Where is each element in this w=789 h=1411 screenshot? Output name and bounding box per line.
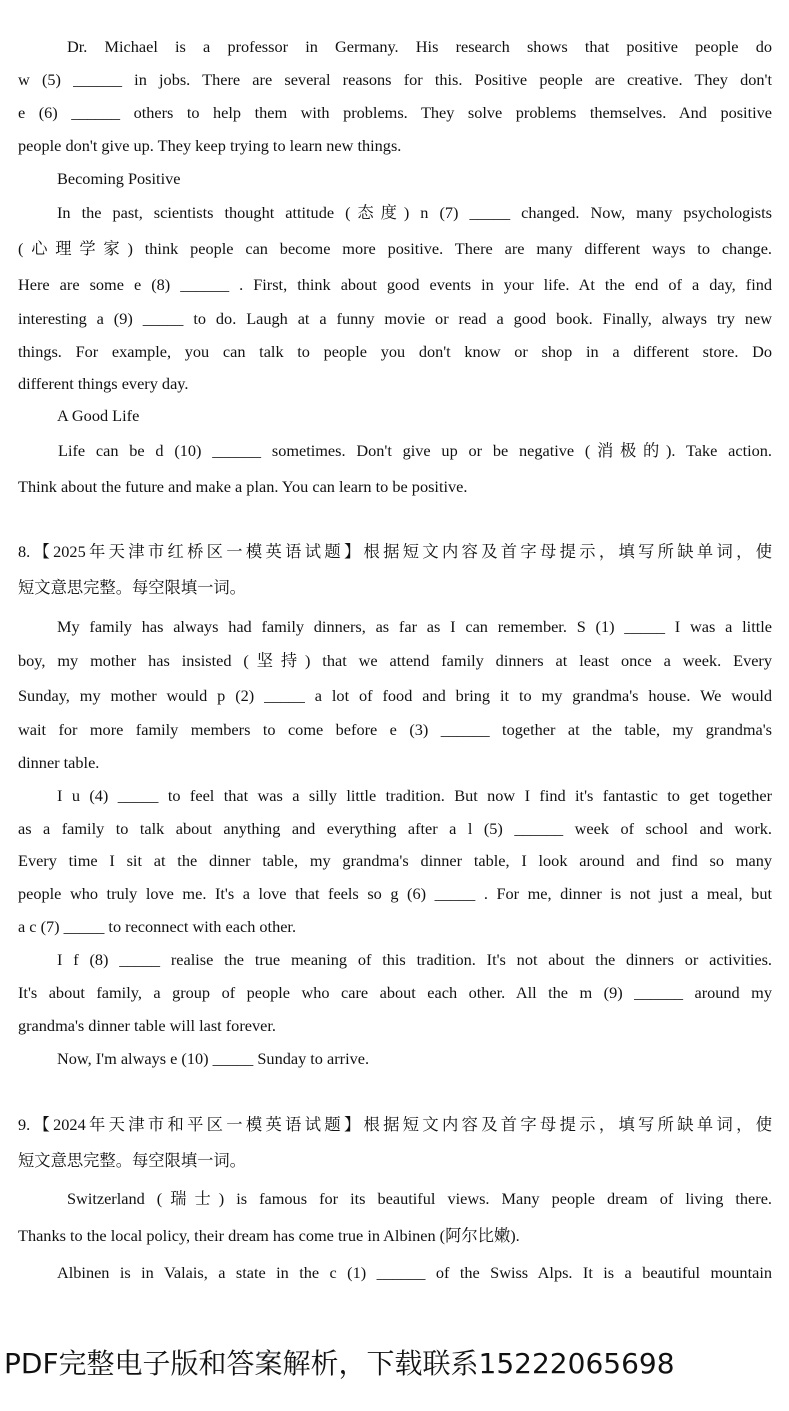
text-line: Every time I sit at the dinner table, my grandma's dinner table, I look around and find so many	[18, 851, 772, 870]
text-line: Albinen is in Valais, a state in the c (1) ______ of the Swiss Alps. It is a beautiful mountain	[57, 1263, 772, 1282]
text-line: w (5) ______ in jobs. There are several reasons for this. Positive people are creative. They don't	[18, 70, 772, 89]
text-line: things. For example, you can talk to people you don't know or shop in a different store. Do	[18, 342, 772, 361]
text-line: boy, my mother has insisted (坚持) that we attend family dinners at least once a week. Every	[18, 651, 772, 670]
text-line: (心理学家) think people can become more positive. There are many different ways to change.	[18, 239, 772, 258]
text-line: people don't give up. They keep trying to learn new things.	[18, 136, 402, 155]
text-line: dinner table.	[18, 753, 100, 772]
section-subheading: Becoming Positive	[57, 169, 181, 188]
footer-contact-banner: PDF完整电子版和答案解析，下载联系15222065698	[4, 1347, 675, 1380]
text-line: Life can be d (10) ______ sometimes. Don't give up or be negative (消极的). Take action.	[58, 441, 772, 460]
text-line: In the past, scientists thought attitude (态度) n (7) _____ changed. Now, many psychologists	[57, 203, 772, 222]
text-line: different things every day.	[18, 374, 189, 393]
question-heading: 短文意思完整。每空限填一词。	[18, 1151, 246, 1170]
text-line: I u (4) _____ to feel that was a silly little tradition. But now I find it's fantastic to get together	[57, 786, 772, 805]
question-heading: 9.【2024年天津市和平区一模英语试题】根据短文内容及首字母提示，填写所缺单词，使	[18, 1115, 772, 1134]
text-line: I f (8) _____ realise the true meaning of this tradition. It's not about the dinners or activities.	[57, 950, 772, 969]
text-line: e (6) ______ others to help them with problems. They solve problems themselves. And positive	[18, 103, 772, 122]
text-line: Think about the future and make a plan. You can learn to be positive.	[18, 477, 468, 496]
text-line: Sunday, my mother would p (2) _____ a lot of food and bring it to my grandma's house. We would	[18, 686, 772, 705]
text-line: Thanks to the local policy, their dream has come true in Albinen (阿尔比嫩).	[18, 1226, 520, 1245]
text-line: a c (7) _____ to reconnect with each other.	[18, 917, 297, 936]
text-line: wait for more family members to come before e (3) ______ together at the table, my grandma's	[18, 720, 772, 739]
text-line: grandma's dinner table will last forever.	[18, 1016, 276, 1035]
text-line: My family has always had family dinners, as far as I can remember. S (1) _____ I was a little	[57, 617, 772, 636]
text-line: people who truly love me. It's a love that feels so g (6) _____ . For me, dinner is not just a meal, but	[18, 884, 772, 903]
text-line: as a family to talk about anything and everything after a l (5) ______ week of school and work.	[18, 819, 772, 838]
text-line: Dr. Michael is a professor in Germany. His research shows that positive people do	[67, 37, 772, 56]
text-line: Now, I'm always e (10) _____ Sunday to arrive.	[57, 1049, 370, 1068]
text-line: interesting a (9) _____ to do. Laugh at a funny movie or read a good book. Finally, always try new	[18, 309, 772, 328]
question-heading: 8.【2025年天津市红桥区一模英语试题】根据短文内容及首字母提示，填写所缺单词，使	[18, 542, 772, 561]
text-line: Here are some e (8) ______ . First, think about good events in your life. At the end of a day, find	[18, 275, 772, 294]
section-subheading: A Good Life	[57, 406, 140, 425]
text-line: It's about family, a group of people who care about each other. All the m (9) ______ around my	[18, 983, 772, 1002]
text-line: Switzerland (瑞士) is famous for its beautiful views. Many people dream of living there.	[67, 1189, 772, 1208]
question-heading: 短文意思完整。每空限填一词。	[18, 578, 246, 597]
